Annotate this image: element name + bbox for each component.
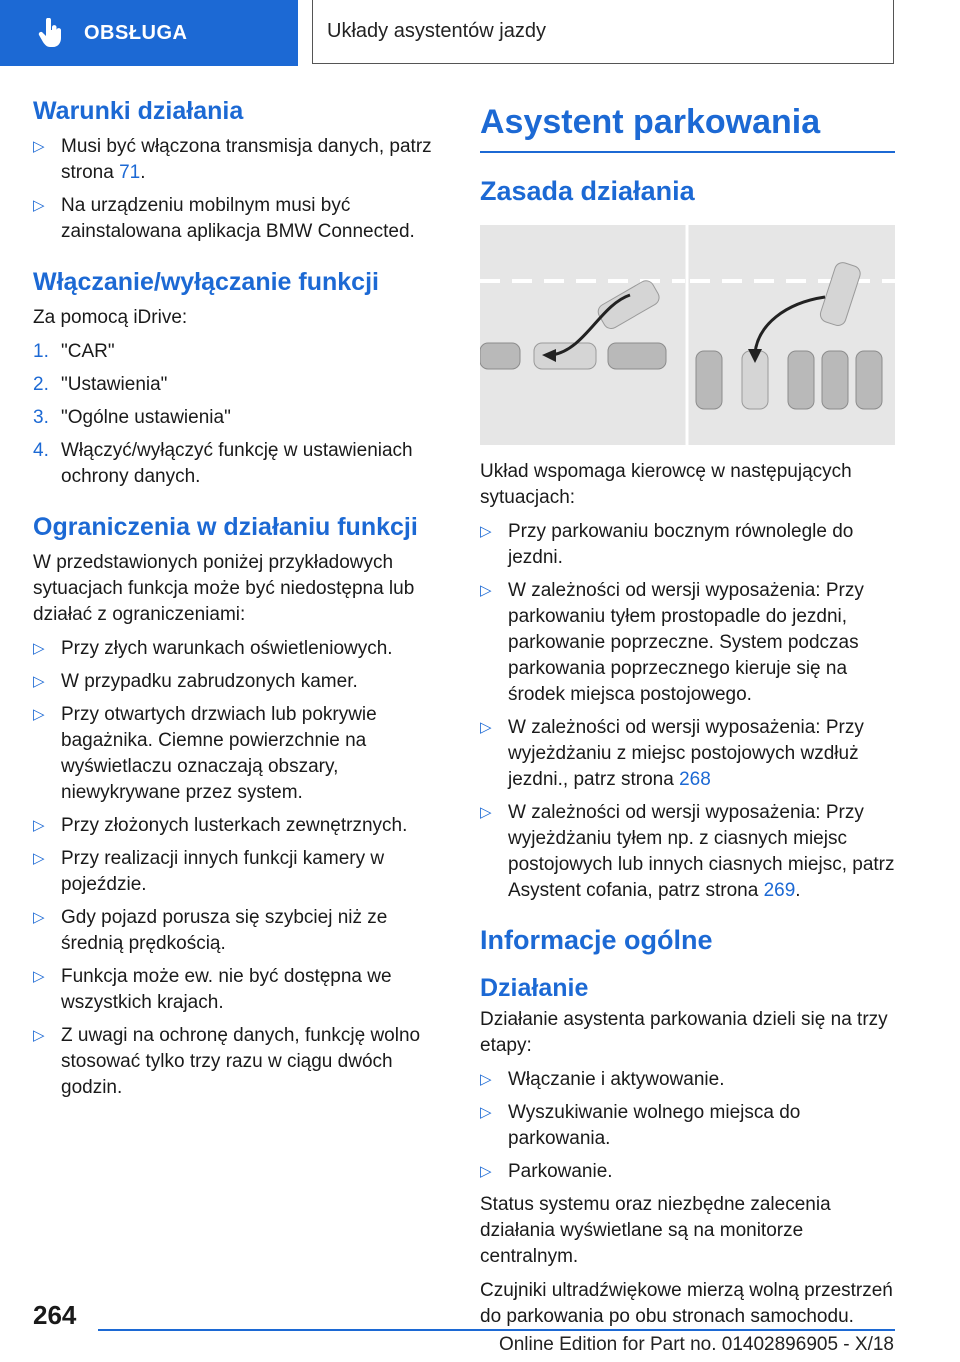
- list-item: ▷ Musi być włączona transmisja danych, patrz strona 71.: [33, 136, 432, 183]
- hand-pointer-icon: [38, 18, 66, 48]
- footer-divider: [98, 1329, 895, 1331]
- triangle-bullet-icon: ▷: [480, 1103, 492, 1121]
- principle-heading: Zasada działania: [480, 175, 695, 206]
- triangle-bullet-icon: ▷: [33, 706, 45, 723]
- list-item: ▷ W przypadku zabrudzonych kamer.: [33, 669, 445, 695]
- target-car-icon: [534, 343, 596, 369]
- triangle-bullet-icon: ▷: [33, 968, 45, 985]
- triangle-bullet-icon: ▷: [33, 640, 45, 657]
- general-heading: Informacje ogólne: [480, 925, 713, 956]
- edition-note: Online Edition for Part no. 01402896905 - X/18: [498, 1334, 894, 1355]
- list-item: ▷ W zależności od wersji wyposażenia: Przy parkowaniu tyłem prostopadle do jezdni, parkowanie poprzeczne. System podczas parkowania poprzecznego kieruje się na środek miejsca postojowego.: [480, 580, 864, 706]
- triangle-bullet-icon: ▷: [480, 523, 492, 541]
- chapter-tab: [312, 0, 894, 64]
- parking-diagram-svg: [480, 225, 895, 445]
- page-header: [0, 0, 960, 66]
- list-item: ▷ Przy złych warunkach oświetleniowych.: [33, 636, 445, 662]
- list-item: ▷ Gdy pojazd porusza się szybciej niż ze średnią prędkością.: [33, 907, 388, 954]
- limits-intro: W przedstawionych poniżej przykładowych sytuacjach funkcja może być niedostępna lub działać z ograniczeniami:: [33, 552, 415, 625]
- triangle-bullet-icon: ▷: [33, 850, 45, 867]
- page-link[interactable]: 71: [119, 162, 141, 183]
- list-item: ▷ Włączanie i aktywowanie.: [480, 1067, 895, 1093]
- section-tab[interactable]: [0, 0, 298, 66]
- function-heading: Działanie: [480, 973, 589, 1002]
- list-item: ▷ W zależności od wersji wyposażenia: Przy wyjeżdżaniu z miejsc postojowych wzdłuż jezdni., patrz strona 268: [480, 717, 864, 791]
- conditions-list: [33, 134, 445, 245]
- main-title: Asystent parkowania: [480, 102, 895, 153]
- toggle-steps: [33, 339, 445, 490]
- triangle-bullet-icon: ▷: [480, 582, 492, 600]
- limits-heading: Ograniczenia w działaniu funkcji: [33, 513, 418, 541]
- triangle-bullet-icon: ▷: [480, 1070, 492, 1088]
- toggle-heading: Włączanie/wyłączanie funkcji: [33, 268, 379, 296]
- list-item: ▷ Przy złożonych lusterkach zewnętrznych.: [33, 813, 445, 839]
- parking-illustration: [480, 225, 895, 445]
- list-item: 4. Włączyć/wyłączyć funkcję w ustawieniach ochrony danych.: [33, 440, 413, 487]
- principle-list: [480, 519, 895, 904]
- triangle-bullet-icon: ▷: [33, 909, 45, 926]
- right-column: [480, 102, 895, 1338]
- triangle-bullet-icon: ▷: [33, 138, 45, 155]
- page-link[interactable]: 269: [763, 880, 796, 902]
- conditions-heading: Warunki działania: [33, 97, 244, 125]
- limits-list: [33, 636, 445, 1101]
- triangle-bullet-icon: ▷: [480, 1162, 492, 1180]
- triangle-bullet-icon: ▷: [480, 719, 492, 737]
- list-item: ▷ Parkowanie.: [480, 1159, 895, 1185]
- list-item: ▷ W zależności od wersji wyposażenia: Przy wyjeżdżaniu tyłem np. z ciasnych miejsc postojowych lub innych ciasnych miejsc, patrz Asystent cofania, patrz strona 269.: [480, 802, 895, 902]
- list-item: ▷ Funkcja może ew. nie być dostępna we wszystkich krajach.: [33, 966, 392, 1013]
- list-item: ▷ Na urządzeniu mobilnym musi być zainstalowana aplikacja BMW Connected.: [33, 195, 415, 242]
- chapter-label: Układy asystentów jazdy: [327, 20, 546, 42]
- list-item: 2. "Ustawienia": [33, 374, 168, 395]
- sensors-paragraph: Czujniki ultradźwiękowe mierzą wolną przestrzeń do parkowania po obu stronach samochodu.: [480, 1279, 893, 1327]
- list-item: 1. "CAR": [33, 341, 115, 362]
- principle-intro: Układ wspomaga kierowcę w następujących sytuacjach:: [480, 461, 852, 509]
- triangle-bullet-icon: ▷: [33, 673, 45, 690]
- list-item: ▷ Wyszukiwanie wolnego miejsca do parkowania.: [480, 1101, 801, 1149]
- function-intro: Działanie asystenta parkowania dzieli się na trzy etapy:: [480, 1008, 888, 1056]
- triangle-bullet-icon: ▷: [33, 817, 45, 834]
- list-item: ▷ Przy otwartych drzwiach lub pokrywie bagażnika. Ciemne powierzchnie na wyświetlaczu oznaczają obszary, niewykrywane przez system.: [33, 704, 377, 803]
- list-item: ▷ Przy realizacji innych funkcji kamery w pojeździe.: [33, 848, 385, 895]
- triangle-bullet-icon: ▷: [480, 804, 492, 822]
- triangle-bullet-icon: ▷: [33, 1027, 45, 1044]
- toggle-intro: Za pomocą iDrive:: [33, 307, 188, 328]
- list-item: 3. "Ogólne ustawienia": [33, 407, 231, 428]
- status-paragraph: Status systemu oraz niezbędne zalecenia działania wyświetlane są na monitorze centralnym.: [480, 1193, 831, 1267]
- triangle-bullet-icon: ▷: [33, 197, 45, 214]
- function-list: [480, 1067, 895, 1185]
- list-item: ▷ Z uwagi na ochronę danych, funkcję wolno stosować tylko trzy razu w ciągu dwóch godzin.: [33, 1025, 421, 1098]
- left-column: [33, 96, 445, 1108]
- page-link[interactable]: 268: [679, 769, 711, 791]
- list-item: ▷ Przy parkowaniu bocznym równolegle do jezdni.: [480, 521, 854, 569]
- page-number: 264: [33, 1300, 77, 1330]
- section-label: OBSŁUGA: [84, 21, 188, 44]
